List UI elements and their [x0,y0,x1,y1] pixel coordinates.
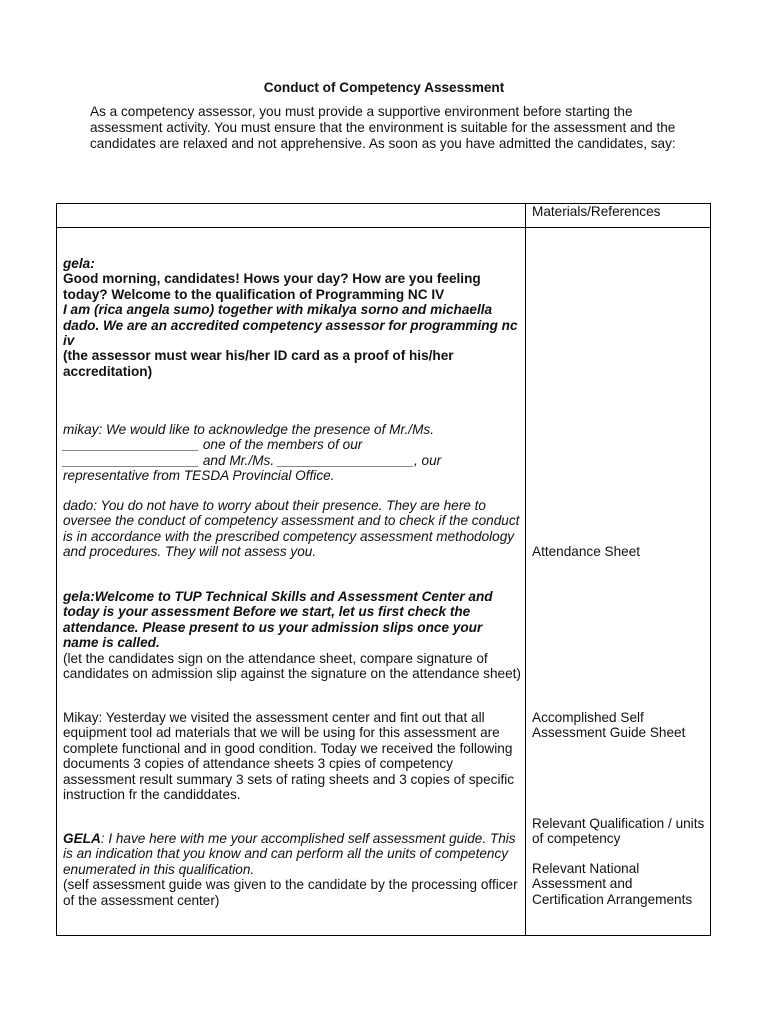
header-divider [57,227,710,228]
gela-attendance-text: gela:Welcome to TUP Technical Skills and Assessment Center and today is your assessment Before we start, let us first check the attendance. Please present to us your admission slips once your name is called. [63,589,493,651]
mikay-line-2: __________________ one of the members of our [63,437,363,453]
id-card-note: (the assessor must wear his/her ID card as a proof of his/her accreditation) [63,348,454,379]
gela-caps-label: GELA [63,831,101,846]
attendance-note: (let the candidates sign on the attendance sheet, compare signature of candidates on admission slip against the signature on the attendance sheet) [63,650,521,682]
gela-greeting-block [63,256,521,379]
mikay-acknowledge-block [63,422,521,484]
gela-self-assessment-block [63,831,521,908]
mikay-line-4: representative from TESDA Provincial Office. [63,468,335,484]
page-title: Conduct of Competency Assessment [263,80,505,95]
intro-paragraph: As a competency assessor, you must provide a supportive environment before starting the assessment activity. You must ensure that the environment is suitable for the assessment and the candidates are relaxed and not apprehensive. As soon as you have admitted the candidates, say: [90,104,676,151]
gela-attendance-block [63,589,521,681]
self-assessment-text: : I have here with me your accomplished self assessment guide. This is an indication that you know and can perform all the units of competency enumerated in this qualification. [63,831,516,877]
material-national-arrangements: Relevant National Assessment and Certification Arrangements [532,861,693,907]
dado-statement: dado: You do not have to worry about their presence. They are here to oversee the conduct of competency assessment and to check if the conduct is in accordance with the prescribed competency assessment methodology and procedures. They will not assess you. [63,498,520,560]
gela-label: gela: [63,256,95,271]
material-qualification: Relevant Qualification / units of competency [532,816,705,847]
mikay-line-1: mikay: We would like to acknowledge the presence of Mr./Ms. [63,422,434,437]
assessor-intro-text: I am (rica angela sumo) together with mikalya sorno and michaella dado. We are an accredited competency assessor for programming nc iv [63,302,518,349]
material-self-assessment-guide: Accomplished Self Assessment Guide Sheet [532,710,686,741]
materials-header: Materials/References [532,204,661,219]
mikay-line-3: __________________ and Mr./Ms. __________________, our [63,452,442,468]
column-divider [525,204,526,935]
assessment-script-table [56,203,711,936]
self-assessment-note: (self assessment guide was given to the candidate by the processing officer of the assessment center) [63,877,518,908]
greeting-text: Good morning, candidates! Hows your day? How are you feeling today? Welcome to the qualification of Programming NC IV [63,271,481,302]
material-attendance-sheet: Attendance Sheet [532,544,641,559]
mikay-documents-statement: Mikay: Yesterday we visited the assessment center and fint out that all equipment tool ad materials that we will be using for this assessment are complete functional and in good condition. Today we received the following documents 3 copies of attendance sheets 3 cpies of competency assessment result summary 3 sets of rating sheets and 3 copies of specific instruction fr the candiddates. [63,710,515,803]
